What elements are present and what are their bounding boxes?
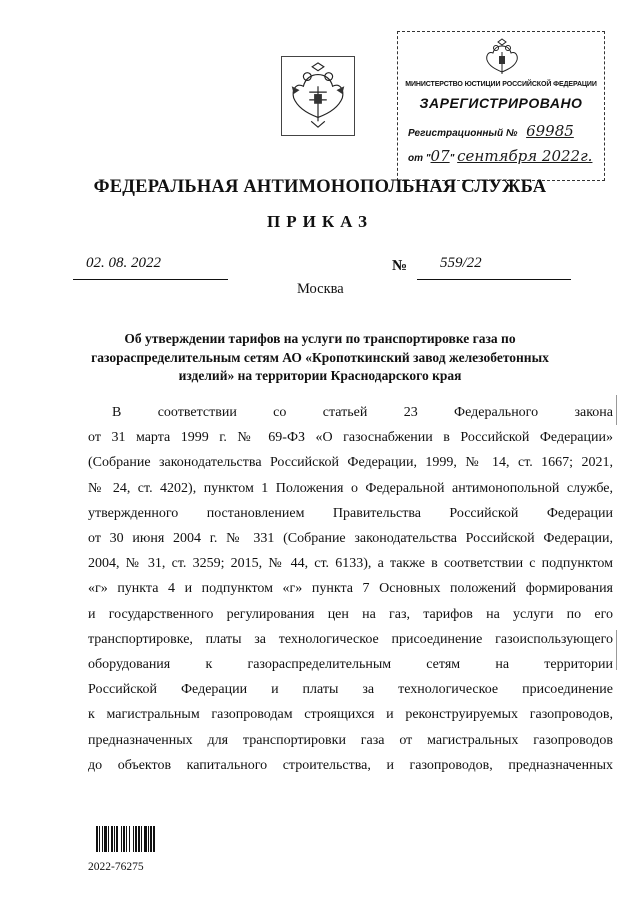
agency-name: ФЕДЕРАЛЬНАЯ АНТИМОНОПОЛЬНАЯ СЛУЖБА (93, 177, 547, 197)
body-line: предназначенных для транспортировки газа от магистральных газопроводов (88, 732, 613, 748)
body-line: 2004, № 31, ст. 3259; 2015, № 44, ст. 6133), а также в соответствии с подпунктом (88, 556, 613, 572)
body-line: В соответствии со статьей 23 Федерального закона (112, 405, 613, 420)
body-line: транспортировке, платы за технологическое присоединение газоиспользующего (88, 631, 613, 647)
order-city: Москва (297, 281, 344, 297)
order-subject (85, 330, 555, 386)
subject-line: изделий» на территории Краснодарского края (178, 368, 462, 383)
order-number-label: № (392, 258, 408, 274)
stamp-reg-label: Регистрационный № (408, 128, 518, 139)
body-line: и государственного регулирования цен на газ, тарифов на услуги по его (88, 606, 613, 622)
body-line: от 30 июня 2004 г. № 331 (Собрание законодательства Российской Федерации, (88, 531, 613, 547)
registration-stamp (397, 31, 605, 181)
stamp-registered: ЗАРЕГИСТРИРОВАНО (419, 95, 583, 111)
order-number: 559/22 (440, 255, 482, 271)
order-body (88, 400, 613, 778)
subject-line: газораспределительным сетям АО «Кропоткинский завод железобетонных (91, 349, 549, 365)
body-line: утвержденного постановлением Правительства Российской Федерации (88, 505, 613, 521)
stamp-date-quote: " (449, 153, 455, 164)
order-title: ПРИКАЗ (267, 212, 373, 231)
body-line: до объектов капитального строительства, и газопроводов, предназначенных (88, 757, 613, 773)
double-headed-eagle-icon (282, 57, 354, 135)
stamp-reg-number: 69985 (526, 122, 574, 140)
body-line: «г» пункта 4 и подпунктом «г» пункта 7 Основных положений формирования (88, 581, 613, 597)
subject-line: Об утверждении тарифов на услуги по транспортировке газа по (124, 331, 516, 346)
barcode-icon (96, 826, 169, 852)
stamp-reg-row (408, 122, 574, 140)
stamp-date-prefix: от " (408, 153, 431, 164)
body-line: № 24, ст. 4202), пунктом 1 Положения о Федеральной антимонопольной службе, (88, 480, 613, 496)
body-line: от 31 марта 1999 г. № 69-ФЗ «О газоснабжении в Российской Федерации» (88, 430, 613, 446)
body-line: (Собрание законодательства Российской Федерации, 1999, № 14, ст. 1667; 2021, (88, 455, 613, 471)
body-line: к магистральным газопроводам строящихся и реконструируемых газопроводов, (88, 707, 613, 723)
stamp-date-row (408, 147, 592, 165)
stamp-ministry: МИНИСТЕРСТВО ЮСТИЦИИ РОССИЙСКОЙ ФЕДЕРАЦИИ (405, 81, 597, 88)
stamp-coat-of-arms-icon (481, 38, 523, 78)
stamp-date-day: 07 (430, 147, 450, 165)
order-date: 02. 08. 2022 (86, 255, 161, 271)
coat-of-arms-icon (281, 56, 355, 136)
scan-mark (616, 395, 617, 425)
stamp-date-month-year: сентября 2022г. (457, 147, 593, 165)
scan-mark (616, 630, 617, 670)
document-code: 2022-76275 (88, 861, 144, 873)
body-line: Российской Федерации и платы за технологическое присоединение (88, 682, 613, 698)
body-line: оборудования к газораспределительным сетям на территории (88, 657, 613, 673)
